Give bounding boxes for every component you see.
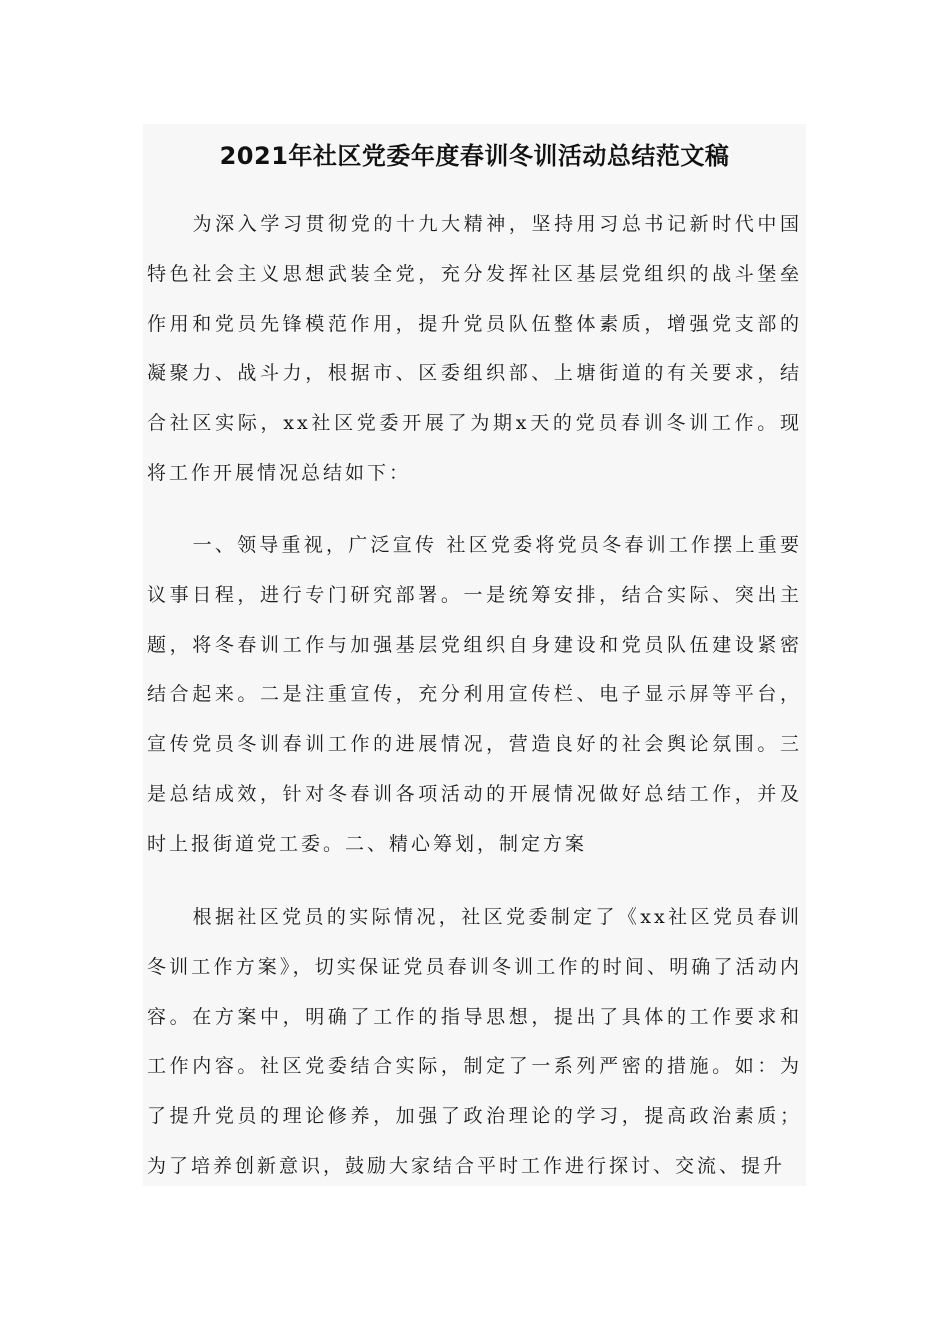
paragraph-work-plan: 根据社区党员的实际情况，社区党委制定了《xx社区党员春训冬训工作方案》，切实保证党员春训冬训工作的时间、明确了活动内容。在方案中，明确了工作的指导思想，提出了具体的工作要求和工作内容。社区党委结合实际，制定了一系列严密的措施。如：为了提升党员的理论修养，加强了政治理论的学习，提高政治素质；为了培养创新意识，鼓励大家结合平时工作进行探讨、交流、提升 bbox=[147, 906, 802, 1177]
document-page bbox=[143, 124, 806, 1186]
document-title: 2021年社区党委年度春训冬训活动总结范文稿 bbox=[219, 142, 730, 170]
paragraph-leadership-publicity: 一、领导重视，广泛宣传 社区党委将党员冬春训工作摆上重要议事日程，进行专门研究部署。一是统筹安排，结合实际、突出主题，将冬春训工作与加强基层党组织自身建设和党员队伍建设紧密结合起来。二是注重宣传，充分利用宣传栏、电子显示屏等平台，宣传党员冬训春训工作的进展情况，营造良好的社会舆论氛围。三是总结成效，针对冬春训各项活动的开展情况做好总结工作，并及时上报街道党工委。二、精心筹划，制定方案 bbox=[147, 534, 802, 855]
paragraph-introduction: 为深入学习贯彻党的十九大精神，坚持用习总书记新时代中国特色社会主义思想武装全党，充分发挥社区基层党组织的战斗堡垒作用和党员先锋模范作用，提升党员队伍整体素质，增强党支部的凝聚力、战斗力，根据市、区委组织部、上塘街道的有关要求，结合社区实际，xx社区党委开展了为期x天的党员春训冬训工作。现将工作开展情况总结如下： bbox=[147, 213, 802, 484]
